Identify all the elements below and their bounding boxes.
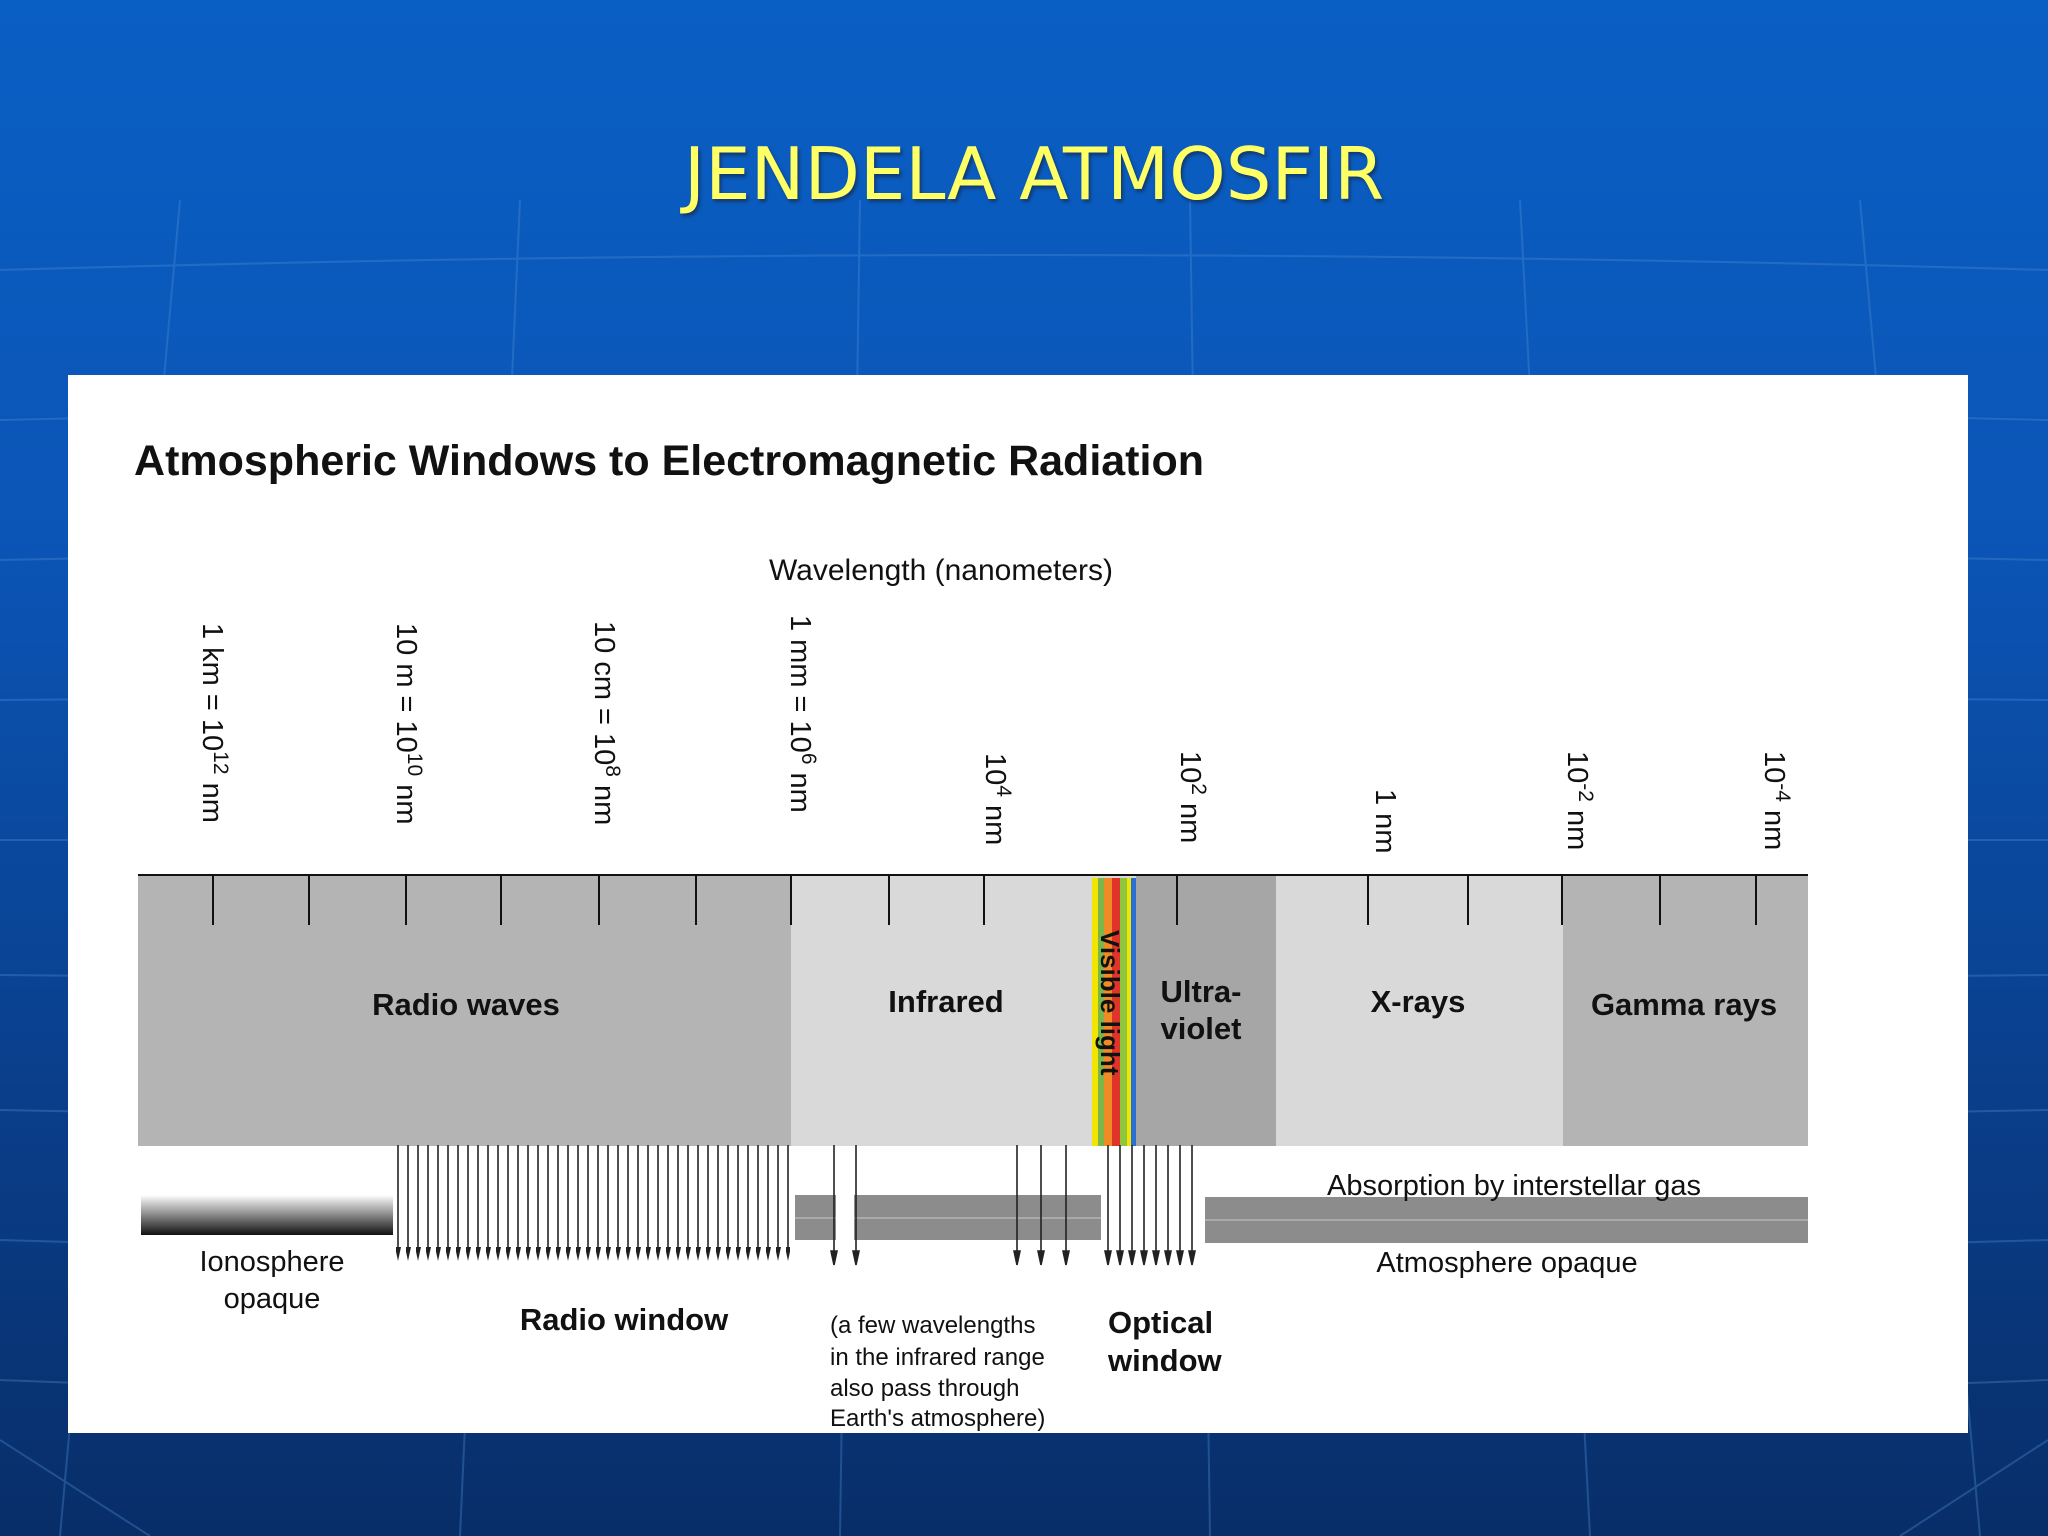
wavelength-tick-labels [196, 615, 1794, 853]
label-ir-note-1: (a few wavelengths [830, 1312, 1036, 1339]
tick-label-1e-2: $10^{-2}$ nm [1561, 751, 1597, 851]
tick-label-10m: 10 $m = 10^{10}$ nm [390, 623, 426, 825]
label-ultraviolet-1: Ultra- [1160, 974, 1242, 1009]
slide-title: JENDELA ATMOSFIR [683, 132, 1385, 216]
label-gamma-rays: Gamma rays [1590, 987, 1778, 1022]
label-ir-note-2: in the infrared range [830, 1344, 1045, 1371]
label-ultraviolet-2: violet [1160, 1011, 1242, 1046]
em-spectrum-diagram [68, 375, 1968, 1433]
label-xrays: X-rays [1370, 984, 1466, 1019]
label-radio-window: Radio window [519, 1302, 729, 1337]
ionosphere-opaque-bar [141, 1195, 393, 1235]
label-visible-light: Visible light [1095, 930, 1125, 1076]
figure-panel [68, 375, 1968, 1433]
axis-title: Wavelength (nanometers) [768, 554, 1114, 587]
tick-label-1km: 1 km = $10^{12}$ nm [196, 623, 232, 823]
radio-window-arrows [396, 1145, 790, 1265]
tick-label-1e-4: $10^{-4}$ nm [1758, 751, 1794, 851]
label-ionosphere-1: Ionosphere [199, 1246, 345, 1278]
tick-label-1mm: 1 mm = $10^6$ nm [784, 615, 820, 813]
label-radio-waves: Radio waves [372, 987, 560, 1022]
label-infrared: Infrared [888, 984, 1004, 1019]
label-ir-note-4: Earth's atmosphere) [830, 1405, 1046, 1432]
optical-window-arrows [1105, 1145, 1195, 1265]
label-optical-2: window [1108, 1343, 1222, 1378]
label-atmosphere-opaque: Atmosphere opaque [1376, 1247, 1638, 1279]
tick-label-1e2: $10^2$ nm [1174, 751, 1210, 844]
label-interstellar-absorption: Absorption by interstellar gas [1327, 1170, 1701, 1202]
figure-title: Atmospheric Windows to Electromagnetic Radiation [134, 437, 1204, 485]
tick-label-1nm: 1 nm [1369, 789, 1401, 854]
label-optical-1: Optical [1108, 1305, 1214, 1340]
tick-label-10cm: 10 cm = $10^8$ nm [588, 621, 624, 826]
tick-label-1e4: $10^4$ nm [979, 753, 1015, 846]
ir-gap-between-bars [836, 1193, 854, 1243]
label-ionosphere-2: opaque [223, 1283, 321, 1315]
label-ir-note-3: also pass through [830, 1375, 1020, 1402]
